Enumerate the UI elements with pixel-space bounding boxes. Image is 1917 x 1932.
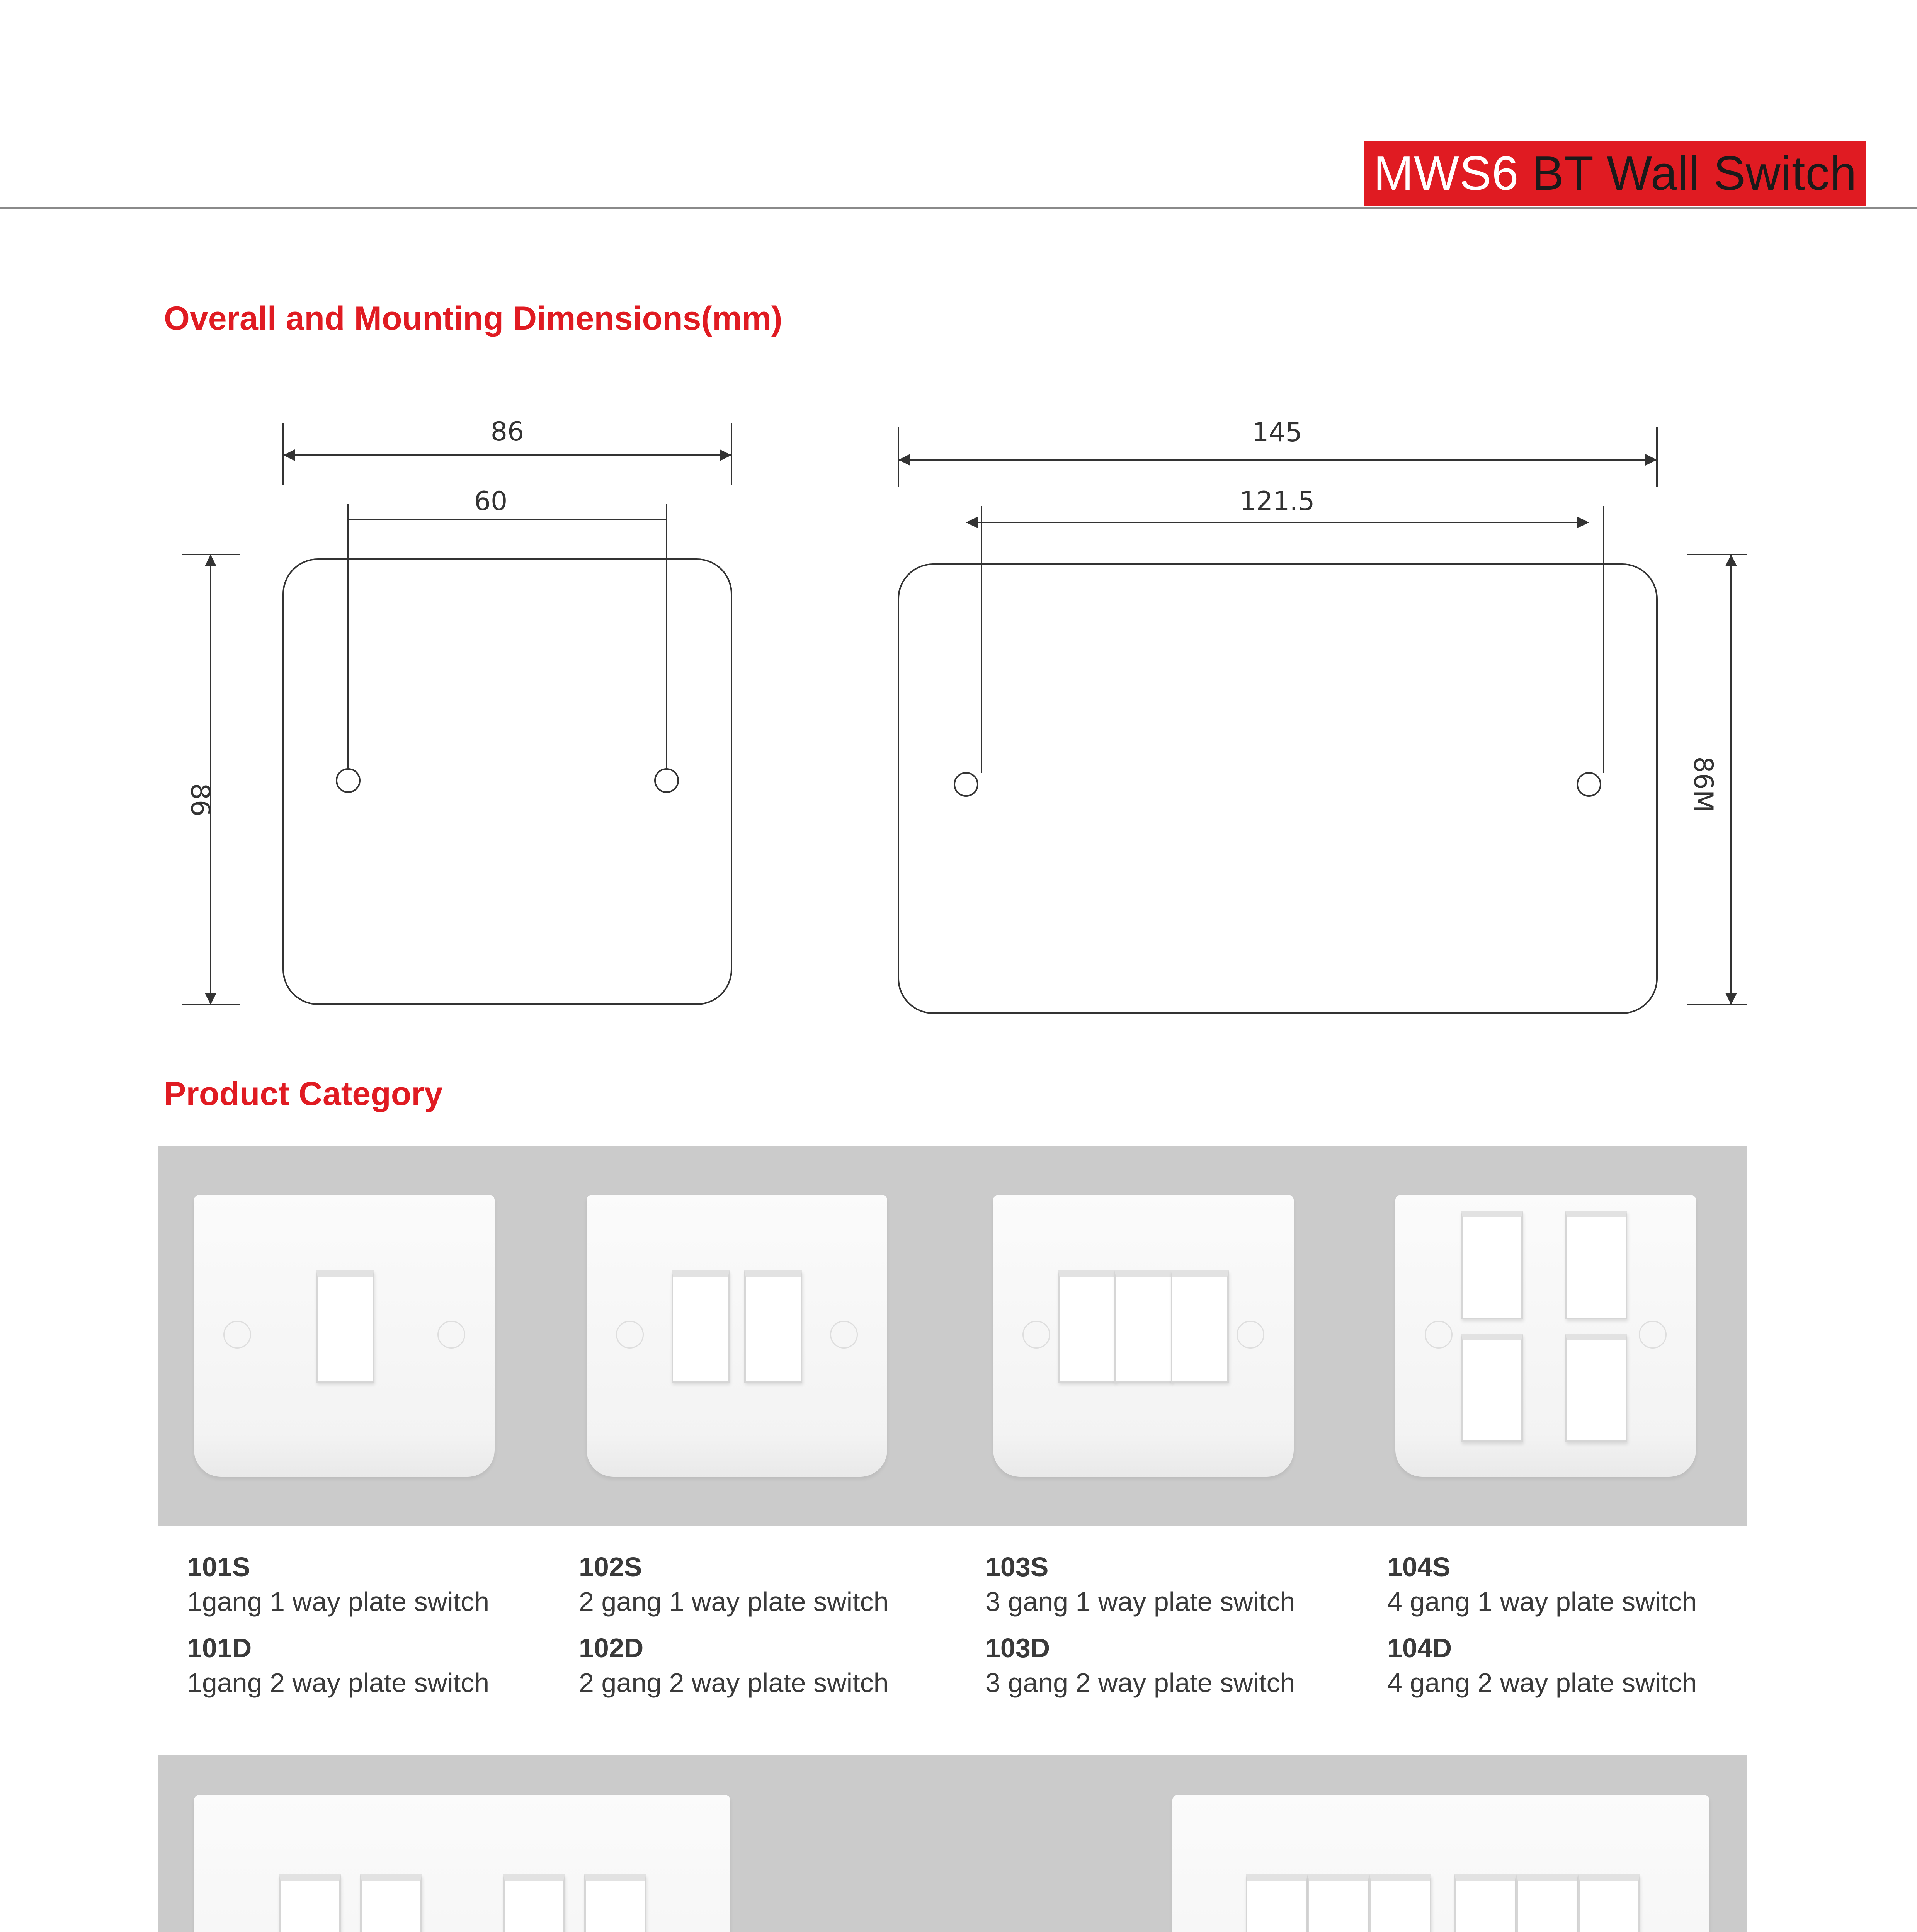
product-code: 101D — [187, 1633, 252, 1663]
double-mount-hole-left — [954, 773, 978, 796]
rocker-switch — [672, 1270, 730, 1383]
product-description: 1gang 2 way plate switch — [187, 1668, 490, 1698]
screw-cover — [830, 1321, 858, 1349]
screw-cover — [437, 1321, 465, 1349]
product-image-104 — [1395, 1195, 1696, 1477]
header-rule — [0, 207, 1917, 209]
single-height-label: 86 — [185, 783, 215, 817]
product-code: 104D — [1387, 1633, 1452, 1663]
single-mount-hole-right — [655, 769, 678, 792]
product-image-101 — [194, 1195, 495, 1477]
dimension-drawing — [0, 386, 1917, 1043]
product-caption-101 — [187, 1549, 489, 1712]
rocker-switch — [1516, 1874, 1578, 1932]
product-description: 1gang 1 way plate switch — [187, 1587, 490, 1617]
screw-cover — [1639, 1321, 1667, 1349]
rocker-switch — [279, 1874, 341, 1932]
rocker-switch — [503, 1874, 565, 1932]
single-mounting-width-label: 60 — [474, 486, 508, 517]
product-description: 4 gang 2 way plate switch — [1387, 1668, 1697, 1698]
double-overall-width-label: 145 — [1252, 417, 1302, 448]
product-code: 101S — [187, 1552, 250, 1582]
product-caption-103 — [985, 1549, 1295, 1712]
category-section-title: Product Category — [164, 1075, 443, 1112]
product-image-103 — [993, 1195, 1294, 1477]
product-panel-row1 — [158, 1146, 1747, 1526]
product-caption-104 — [1387, 1549, 1697, 1712]
rocker-switch — [744, 1270, 802, 1383]
rocker-switch — [1578, 1874, 1640, 1932]
rocker-switch — [1461, 1334, 1523, 1442]
header-title-box — [1364, 141, 1866, 206]
screw-cover — [223, 1321, 251, 1349]
screw-cover — [1022, 1321, 1050, 1349]
header-model: MWS6 — [1373, 147, 1519, 200]
product-panel-row2 — [158, 1755, 1747, 1932]
double-plate-outline — [898, 564, 1657, 1013]
rocker-switch — [1114, 1270, 1172, 1383]
product-image-104SL — [194, 1795, 730, 1932]
dimensions-section-title: Overall and Mounting Dimensions(mm) — [164, 300, 782, 337]
product-code: 103S — [985, 1552, 1049, 1582]
product-description: 3 gang 2 way plate switch — [985, 1668, 1295, 1698]
product-description: 3 gang 1 way plate switch — [985, 1587, 1295, 1617]
double-height-label: 86M — [1688, 756, 1718, 813]
rocker-switch — [584, 1874, 646, 1932]
single-plate-outline — [283, 559, 731, 1004]
product-description: 4 gang 1 way plate switch — [1387, 1587, 1697, 1617]
product-caption-102 — [579, 1549, 889, 1712]
rocker-switch — [1461, 1211, 1523, 1319]
rocker-switch — [360, 1874, 422, 1932]
single-overall-width-label: 86 — [490, 417, 524, 447]
rocker-switch — [1565, 1334, 1627, 1442]
screw-cover — [1425, 1321, 1453, 1349]
product-code: 102D — [579, 1633, 644, 1663]
screw-cover — [616, 1321, 644, 1349]
header-title: BT Wall Switch — [1532, 147, 1857, 200]
product-code: 102S — [579, 1552, 642, 1582]
product-description: 2 gang 2 way plate switch — [579, 1668, 889, 1698]
rocker-switch — [1565, 1211, 1627, 1319]
rocker-switch — [1369, 1874, 1431, 1932]
single-mount-hole-left — [337, 769, 360, 792]
product-code: 103D — [985, 1633, 1050, 1663]
rocker-switch — [1058, 1270, 1116, 1383]
rocker-switch — [1454, 1874, 1516, 1932]
product-image-106SL — [1172, 1795, 1709, 1932]
rocker-switch — [1171, 1270, 1229, 1383]
product-code: 104S — [1387, 1552, 1451, 1582]
rocker-switch — [1246, 1874, 1308, 1932]
rocker-switch — [1308, 1874, 1369, 1932]
product-image-102 — [587, 1195, 887, 1477]
rocker-switch — [316, 1270, 374, 1383]
product-description: 2 gang 1 way plate switch — [579, 1587, 889, 1617]
double-mount-hole-right — [1577, 773, 1601, 796]
screw-cover — [1237, 1321, 1264, 1349]
double-mounting-width-label: 121.5 — [1239, 486, 1315, 517]
